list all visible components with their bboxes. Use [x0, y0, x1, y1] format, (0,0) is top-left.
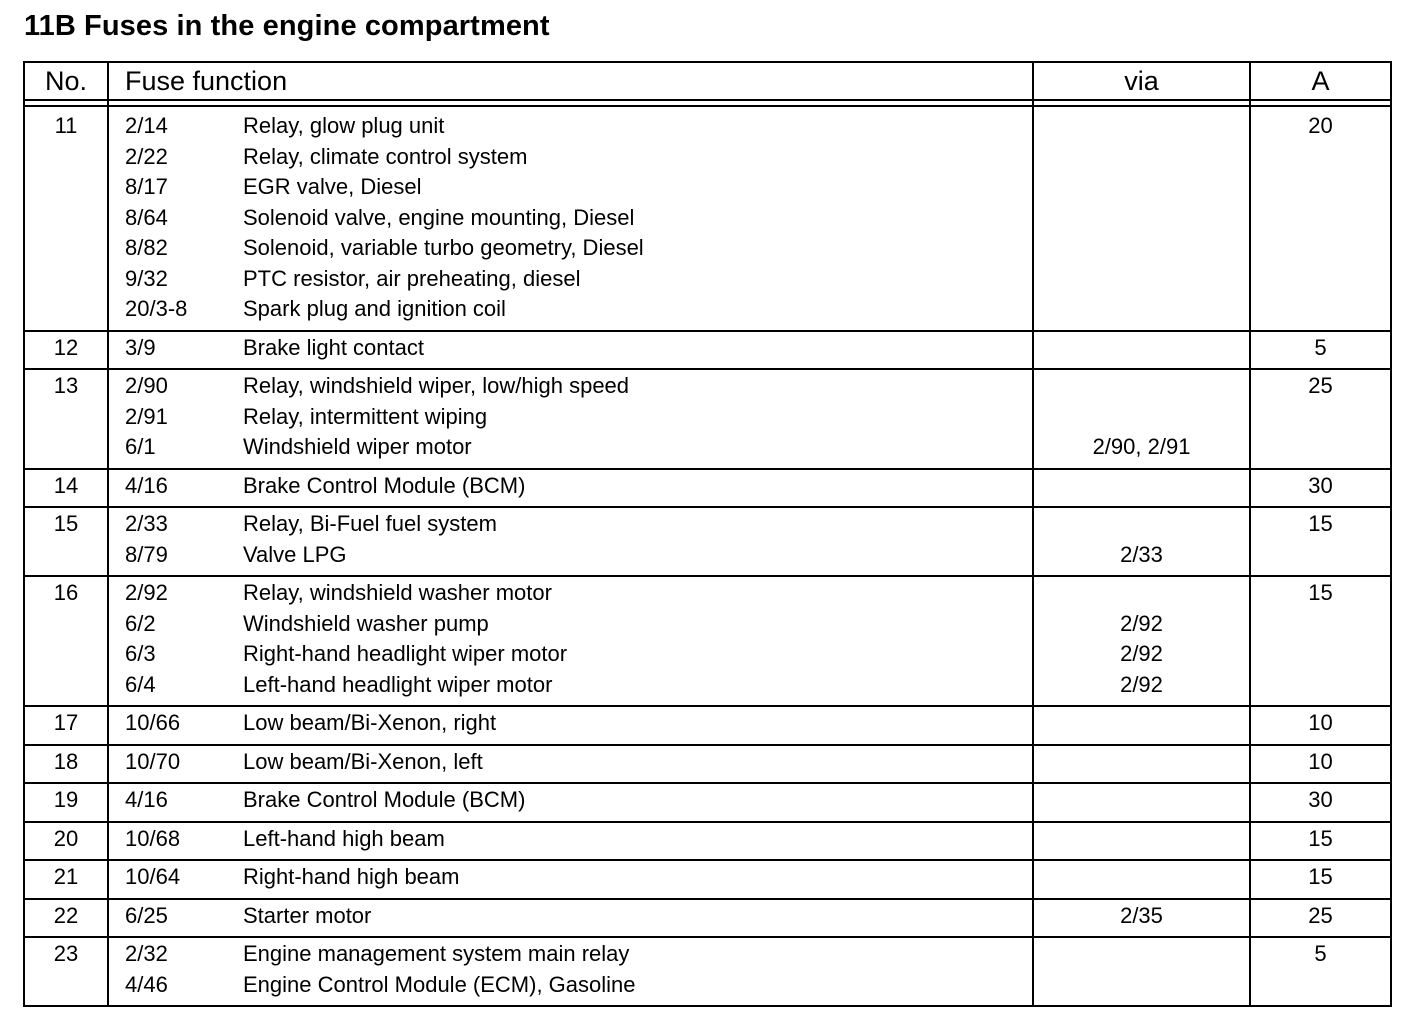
component-code: 9/32 — [125, 265, 168, 291]
row-divider — [25, 575, 1390, 577]
component-description: Engine management system main relay — [243, 941, 630, 966]
component-code: 10/66 — [125, 710, 181, 735]
component-description: Brake Control Module (BCM) — [243, 472, 526, 498]
component-description: Windshield washer pump — [243, 610, 489, 636]
header-rule-top — [25, 99, 1390, 101]
fuse-amperage: 5 — [1314, 334, 1327, 360]
component-description: PTC resistor, air preheating, diesel — [243, 265, 581, 291]
row-divider — [25, 330, 1390, 332]
component-description: Brake Control Module (BCM) — [243, 787, 526, 812]
row-divider — [25, 782, 1390, 784]
fuse-number: 16 — [53, 580, 79, 605]
fuse-number: 17 — [53, 710, 79, 735]
component-code: 6/1 — [125, 434, 156, 459]
fuse-number: 14 — [53, 472, 79, 498]
component-code: 2/33 — [125, 511, 168, 536]
component-description: Relay, windshield washer motor — [243, 580, 552, 605]
fuse-amperage: 10 — [1308, 710, 1333, 735]
fuse-amperage: 25 — [1308, 373, 1333, 398]
component-description: Right-hand headlight wiper motor — [243, 641, 568, 666]
page-title: 11B Fuses in the engine compartment — [24, 10, 550, 42]
component-code: 8/79 — [125, 541, 168, 567]
fuse-number: 13 — [53, 373, 79, 398]
component-description: Relay, intermittent wiping — [243, 403, 488, 429]
component-code: 4/46 — [125, 971, 168, 997]
row-divider — [25, 368, 1390, 370]
component-description: Solenoid valve, engine mounting, Diesel — [243, 204, 635, 230]
fuse-number: 15 — [53, 511, 79, 536]
header-amps: A — [1311, 66, 1330, 96]
fuse-number: 18 — [53, 748, 79, 774]
via-reference: 2/92 — [1120, 610, 1163, 636]
component-description: Brake light contact — [243, 334, 424, 360]
component-description: Starter motor — [243, 902, 372, 928]
via-reference: 2/90, 2/91 — [1092, 434, 1191, 459]
fuse-amperage: 10 — [1308, 748, 1333, 774]
header-no: No. — [44, 66, 88, 96]
component-code: 2/22 — [125, 143, 168, 169]
component-description: Relay, climate control system — [243, 143, 528, 169]
component-code: 4/16 — [125, 787, 168, 812]
column-divider-function — [1032, 63, 1034, 1005]
component-code: 2/14 — [125, 113, 168, 138]
component-description: Engine Control Module (ECM), Gasoline — [243, 971, 636, 997]
fuse-number: 19 — [53, 787, 79, 812]
component-code: 10/68 — [125, 825, 181, 851]
row-divider — [25, 506, 1390, 508]
fuse-amperage: 25 — [1308, 902, 1333, 928]
component-code: 8/82 — [125, 235, 168, 260]
component-description: EGR valve, Diesel — [243, 174, 422, 199]
component-code: 2/92 — [125, 580, 168, 605]
component-code: 2/32 — [125, 941, 168, 966]
component-code: 2/91 — [125, 403, 168, 429]
component-description: Spark plug and ignition coil — [243, 296, 506, 321]
row-divider — [25, 898, 1390, 900]
row-divider — [25, 821, 1390, 823]
component-code: 6/4 — [125, 671, 156, 697]
row-divider — [25, 705, 1390, 707]
component-description: Relay, Bi-Fuel fuel system — [243, 511, 497, 536]
header-via: via — [1124, 66, 1159, 96]
component-code: 6/25 — [125, 902, 168, 928]
component-code: 4/16 — [125, 472, 168, 498]
component-code: 10/70 — [125, 748, 181, 774]
component-code: 3/9 — [125, 334, 156, 360]
component-code: 20/3-8 — [125, 296, 188, 321]
row-divider — [25, 468, 1390, 470]
component-description: Left-hand headlight wiper motor — [243, 671, 553, 697]
component-description: Low beam/Bi-Xenon, left — [243, 748, 483, 774]
fuse-amperage: 15 — [1308, 511, 1333, 536]
fuse-number: 23 — [53, 941, 79, 966]
header-fuse-function: Fuse function — [125, 66, 288, 96]
component-code: 10/64 — [125, 864, 181, 889]
component-description: Windshield wiper motor — [243, 434, 472, 459]
fuse-amperage: 5 — [1314, 941, 1327, 966]
component-description: Solenoid, variable turbo geometry, Diesel — [243, 235, 644, 260]
fuse-number: 21 — [53, 864, 79, 889]
fuse-number: 20 — [53, 825, 79, 851]
component-description: Relay, glow plug unit — [243, 113, 445, 138]
fuse-amperage: 20 — [1308, 113, 1333, 138]
row-divider — [25, 936, 1390, 938]
component-code: 8/64 — [125, 204, 168, 230]
fuse-amperage: 15 — [1308, 825, 1333, 851]
fuse-amperage: 15 — [1308, 864, 1333, 889]
header-rule-bottom — [25, 105, 1390, 107]
fuse-amperage: 30 — [1308, 472, 1333, 498]
component-code: 6/2 — [125, 610, 156, 636]
component-description: Valve LPG — [243, 541, 347, 567]
fuse-number: 11 — [54, 113, 78, 138]
component-code: 2/90 — [125, 373, 168, 398]
fuse-amperage: 15 — [1308, 580, 1333, 605]
via-reference: 2/92 — [1120, 671, 1163, 697]
via-reference: 2/35 — [1120, 902, 1163, 928]
component-description: Left-hand high beam — [243, 825, 445, 851]
component-code: 8/17 — [125, 174, 168, 199]
component-code: 6/3 — [125, 641, 156, 666]
column-divider-no — [107, 63, 109, 1005]
row-divider — [25, 859, 1390, 861]
via-reference: 2/33 — [1120, 541, 1163, 567]
component-description: Low beam/Bi-Xenon, right — [243, 710, 497, 735]
component-description: Right-hand high beam — [243, 864, 460, 889]
via-reference: 2/92 — [1120, 641, 1163, 666]
fuse-table — [23, 61, 1392, 1007]
fuse-number: 12 — [53, 334, 79, 360]
row-divider — [25, 744, 1390, 746]
component-description: Relay, windshield wiper, low/high speed — [243, 373, 630, 398]
fuse-amperage: 30 — [1308, 787, 1333, 812]
fuse-number: 22 — [53, 902, 79, 928]
